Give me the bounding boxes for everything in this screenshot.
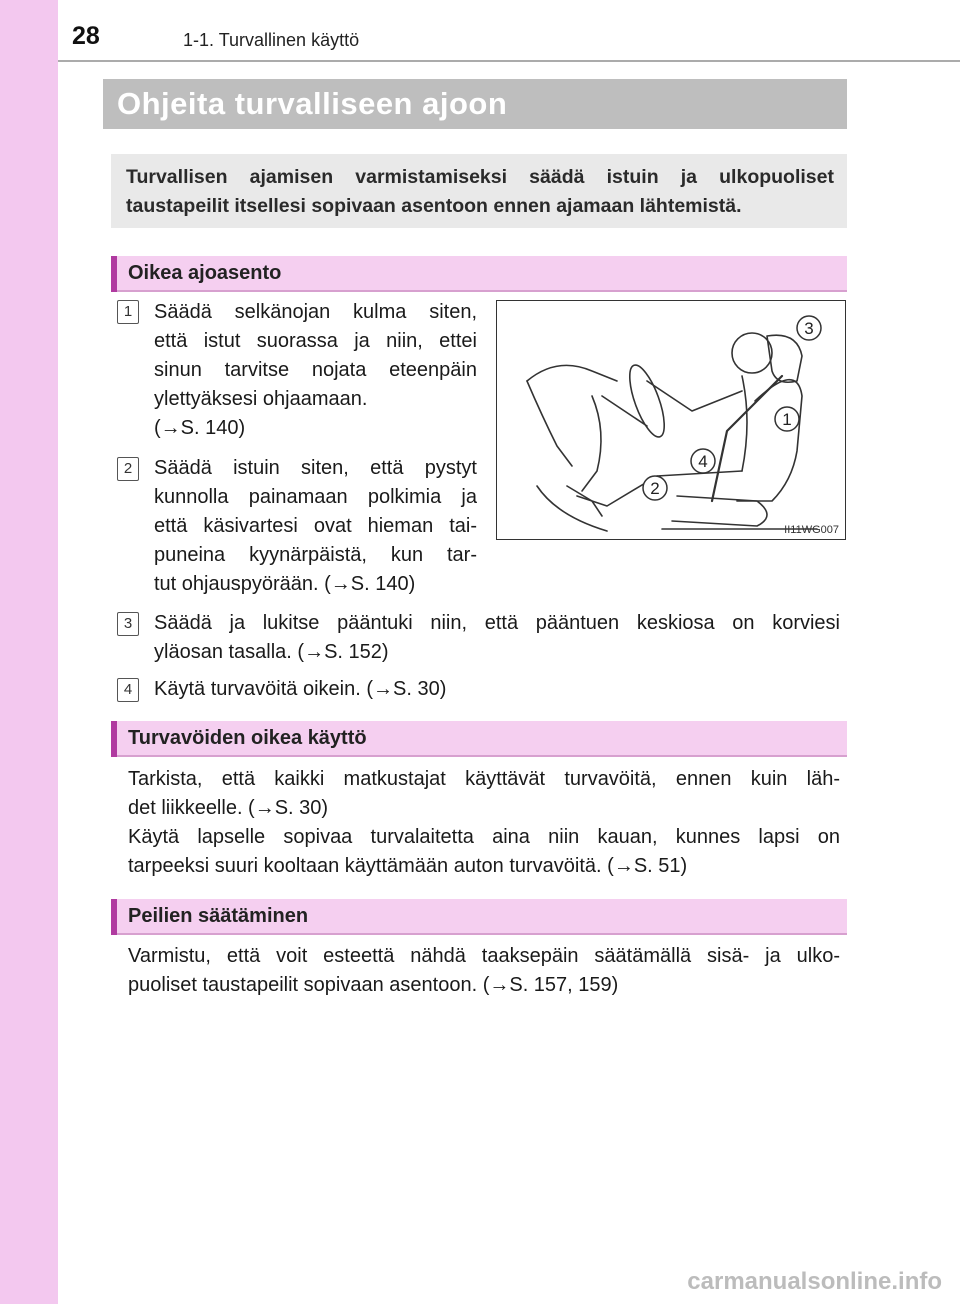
intro-box [111, 154, 847, 228]
figure-code: II11WG007 [784, 524, 839, 536]
text-line: kunnolla painamaan polkimia ja [154, 486, 477, 508]
section-heading-mirrors [111, 899, 847, 935]
text-line: Tarkista, että kaikki matkustajat käyttävät turvavöitä, ennen kuin läh- [128, 768, 840, 790]
text-line: (→S. 140) [154, 417, 246, 439]
section-heading-text: Peilien säätäminen [128, 905, 309, 927]
section-heading-text: Oikea ajoasento [128, 262, 282, 284]
text-line: Käytä lapselle sopivaa turvalaitetta aina niin kauan, kunnes lapsi on [128, 826, 840, 848]
page-number: 28 [72, 22, 100, 50]
pedal [567, 486, 602, 516]
mirrors-text [128, 942, 840, 1000]
watermark: carmanualsonline.info [687, 1268, 942, 1295]
intro-line: Turvallisen ajamisen varmistamiseksi säädä istuin ja ulkopuoliset [126, 166, 834, 188]
text-line: tarpeeksi suuri kooltaan käyttämään auton turvavöitä. (→S. 51) [128, 855, 688, 877]
dashboard-outline [527, 365, 617, 381]
text-line: det liikkeelle. (→S. 30) [128, 797, 329, 819]
steering-wheel [623, 361, 672, 441]
callout-4: 4 [698, 452, 708, 471]
text-line: sinun tarvitse nojata eteenpäin [154, 359, 477, 381]
section-heading-text: Turvavöiden oikea käyttö [128, 727, 367, 749]
text-line: ylettyäksesi ohjaamaan. [154, 388, 368, 410]
text-line: Säädä ja lukitse pääntuki niin, että pääntuen keskiosa on korviesi [154, 612, 840, 634]
driver-torso [742, 376, 747, 471]
section-heading-posture [111, 256, 847, 292]
page-header [0, 0, 960, 62]
posture-item-1 [154, 298, 477, 443]
driver-seat-drawing [497, 301, 844, 538]
page-title: Ohjeita turvalliseen ajoon [117, 86, 508, 121]
text-line: puoliset taustapeilit sopivaan asentoon. (→S. 157, 159) [128, 974, 619, 996]
item-number-icon: 3 [117, 612, 139, 636]
text-line: yläosan tasalla. (→S. 152) [154, 641, 389, 663]
text-line: että istut suorassa ja niin, ettei [154, 330, 477, 352]
instrument-panel [582, 396, 601, 491]
item-number-icon: 1 [117, 300, 139, 324]
running-head: 1-1. Turvallinen käyttö [183, 30, 360, 50]
callout-2: 2 [650, 479, 660, 498]
driver-head [732, 333, 772, 373]
intro-line: taustapeilit itsellesi sopivaan asentoon ennen ajamaan lähtemistä. [126, 195, 742, 217]
text-line: Säädä istuin siten, että pystyt [154, 457, 477, 479]
seat-cushion [672, 496, 767, 526]
item-number-icon: 4 [117, 678, 139, 702]
driving-posture-illustration [496, 300, 846, 540]
header-divider [58, 60, 960, 62]
chapter-side-band [0, 0, 58, 1304]
text-line: Varmistu, että voit esteettä nähdä taaksepäin säätämällä sisä- ja ulko- [128, 945, 840, 967]
page-title-bar [103, 79, 847, 129]
headrest [767, 335, 802, 382]
steering-column [602, 396, 647, 426]
callout-1: 1 [782, 410, 792, 429]
posture-item-2 [154, 454, 477, 599]
text-line: että käsivartesi ovat hieman tai- [154, 515, 477, 537]
callout-3: 3 [804, 319, 814, 338]
text-line: Käytä turvavöitä oikein. (→S. 30) [154, 678, 447, 700]
posture-item-4 [154, 675, 840, 704]
intro-text [126, 163, 834, 221]
text-line: puneina kyynärpäistä, kun tar- [154, 544, 477, 566]
posture-item-3 [154, 609, 840, 667]
seatbelt-text [128, 765, 840, 881]
section-heading-seatbelt [111, 721, 847, 757]
text-line: Säädä selkänojan kulma siten, [154, 301, 477, 323]
text-line: tut ohjauspyörään. (→S. 140) [154, 573, 416, 595]
dashboard-lower [527, 381, 572, 466]
item-number-icon: 2 [117, 457, 139, 481]
